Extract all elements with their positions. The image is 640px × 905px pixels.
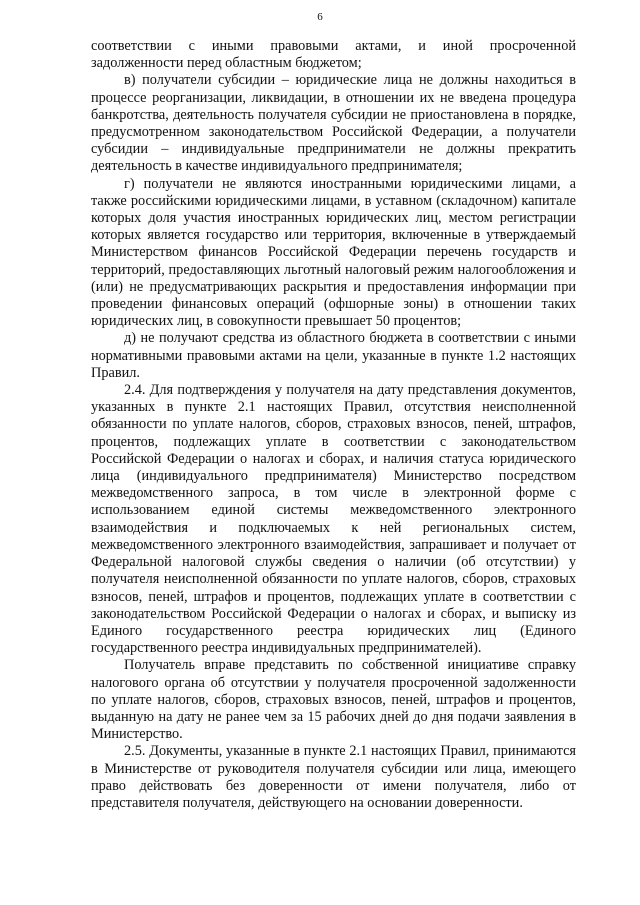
document-body xyxy=(91,38,576,812)
paragraph-continuation: соответствии с иными правовыми актами, и иной просроченной задолженности перед областным бюджетом; xyxy=(91,38,576,72)
paragraph-tax-certificate: Получатель вправе представить по собственной инициативе справку налогового органа об отсутствии у получателя просроченной задолженности по уплате налогов, сборов, страховых взносов, пеней, штрафов и процентов, выданную на дату не ранее чем за 15 рабочих дней до дня подачи заявления в Министерство. xyxy=(91,657,576,743)
paragraph-item-d: д) не получают средства из областного бюджета в соответствии с иными нормативными правовыми актами на цели, указанные в пункте 1.2 настоящих Правил. xyxy=(91,330,576,381)
paragraph-section-2-5: 2.5. Документы, указанные в пункте 2.1 настоящих Правил, принимаются в Министерстве от руководителя получателя субсидии или лица, имеющего право действовать без доверенности от имени получателя, либо от представителя получателя, действующего на основании доверенности. xyxy=(91,743,576,811)
paragraph-item-v: в) получатели субсидии – юридические лица не должны находиться в процессе реорганизации, ликвидации, в отношении их не введена процедура банкротства, деятельность получателя субсидии не приостановлена в порядке, предусмотренном законодательством Российской Федерации, а получатели субсидии – индивидуальные предприниматели не должны прекратить деятельность в качестве индивидуального предпринимателя; xyxy=(91,72,576,175)
paragraph-section-2-4: 2.4. Для подтверждения у получателя на дату представления документов, указанных в пункте 2.1 настоящих Правил, отсутствия неисполненной обязанности по уплате налогов, сборов, страховых взносов, пеней, штрафов, процентов, подлежащих уплате в соответствии с законодательством Российской Федерации о налогах и сборах, и наличия статуса юридического лица (индивидуального предпринимателя) Министерство посредством межведомственного запроса, в том числе в электронной форме с использованием единой системы межведомственного электронного взаимодействия и подключаемых к ней региональных систем, межведомственного электронного взаимодействия, запрашивает и получает от Федеральной налоговой службы сведения о наличии (об отсутствии) у получателя неисполненной обязанности по уплате налогов, сборов, страховых взносов, пеней, штрафов и процентов, подлежащих уплате в соответствии с законодательством Российской Федерации о налогах и сборах, и выписку из Единого государственного реестра юридических лиц (Единого государственного реестра индивидуальных предпринимателей). xyxy=(91,382,576,657)
paragraph-item-g: г) получатели не являются иностранными юридическими лицами, а также российскими юридическими лицами, в уставном (складочном) капитале которых доля участия иностранных юридических лиц, местом регистрации которых является государство или территория, включенные в утверждаемый Министерством финансов Российской Федерации перечень государств и территорий, предоставляющих льготный налоговый режим налогообложения и (или) не предусматривающих раскрытия и предоставления информации при проведении финансовых операций (офшорные зоны) в отношении таких юридических лиц, в совокупности превышает 50 процентов; xyxy=(91,175,576,330)
page-number: 6 xyxy=(317,11,323,23)
